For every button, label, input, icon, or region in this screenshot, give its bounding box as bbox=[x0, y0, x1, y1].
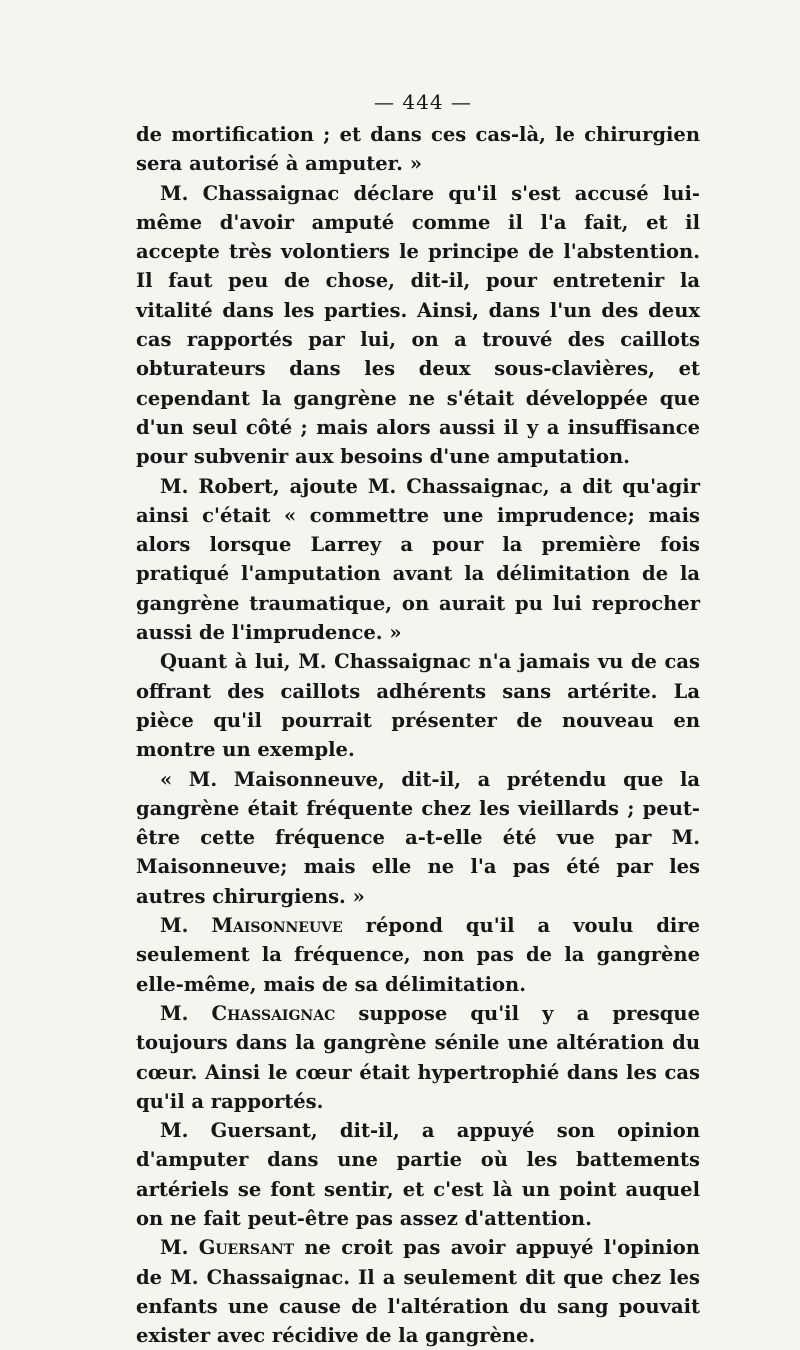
paragraph bbox=[136, 1233, 700, 1350]
paragraph-text: suppose qu'il y a presque toujours dans la gangrène sénile une altération du cœur. Ainsi le cœur était hypertrophié dans les cas qu'il a rapportés. bbox=[136, 1001, 700, 1113]
paragraph: de mortification ; et dans ces cas-là, le chirurgien sera autorisé à amputer. » bbox=[136, 123, 700, 176]
paragraph: M. Chassaignac déclare qu'il s'est accusé lui-même d'avoir amputé comme il l'a fait, et il accepte très volontiers le principe de l'abstention. Il faut peu de chose, dit-il, pour entretenir la vitalité dans les parties. Ainsi, dans l'un des deux cas rapportés par lui, on a trouvé des caillots obturateurs dans les deux sous-clavières, et cependant la gangrène ne s'était développée que d'un seul côté ; mais alors aussi il y a insuffisance pour subvenir aux besoins d'une amputation. bbox=[136, 181, 700, 469]
speaker-name: Chassaignac bbox=[211, 1001, 336, 1025]
paragraph bbox=[136, 911, 700, 999]
speaker-name: Guersant bbox=[198, 1236, 295, 1260]
paragraph-text: ne croit pas avoir appuyé l'opinion de M. Chassaignac. Il a seulement dit que chez les enfants une cause de l'altération du sang pouvait exister avec récidive de la gangrène. bbox=[136, 1236, 700, 1348]
speaker-prefix: M. bbox=[160, 1001, 212, 1025]
speaker-prefix: M. bbox=[160, 914, 212, 938]
page-number: — 444 — bbox=[374, 90, 472, 114]
body-text bbox=[136, 120, 700, 1350]
paragraph: M. Robert, ajoute M. Chassaignac, a dit qu'agir ainsi c'était « commettre une imprudence; mais alors lorsque Larrey a pour la première fois pratiqué l'amputation avant la délimitation de la gangrène traumatique, on aurait pu lui reprocher aussi de l'imprudence. » bbox=[136, 474, 700, 645]
paragraph: M. Guersant, dit-il, a appuyé son opinion d'amputer dans une partie où les battements artériels se font sentir, et c'est là un point auquel on ne fait peut-être pas assez d'attention. bbox=[136, 1119, 700, 1230]
paragraph: Quant à lui, M. Chassaignac n'a jamais vu de cas offrant des caillots adhérents sans artérite. La pièce qu'il pourrait présenter de nouveau en montre un exemple. bbox=[136, 650, 700, 762]
speaker-prefix: M. bbox=[160, 1236, 199, 1260]
paragraph: « M. Maisonneuve, dit-il, a prétendu que la gangrène était fréquente chez les vieillards ; peut-être cette fréquence a-t-elle été vue par M. Maisonneuve; mais elle ne l'a pas été par les autres chirurgiens. » bbox=[136, 767, 700, 908]
paragraph-text: répond qu'il a voulu dire seulement la fréquence, non pas de la gangrène elle-même, mais de sa délimitation. bbox=[136, 914, 700, 996]
paragraph bbox=[136, 999, 700, 1116]
speaker-name: Maisonneuve bbox=[211, 914, 343, 938]
